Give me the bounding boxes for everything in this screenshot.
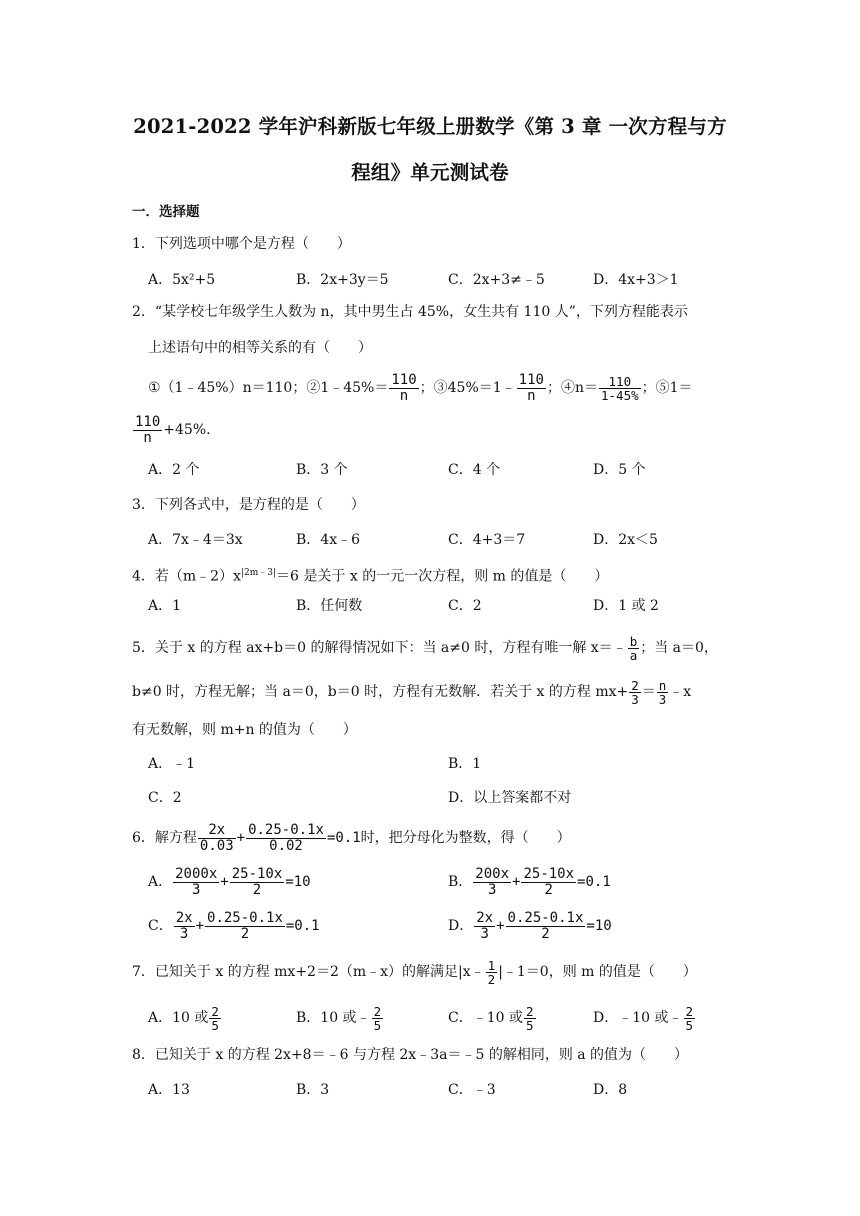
fraction-numerator: 0.25-0.1x <box>207 909 283 926</box>
fraction <box>521 867 576 898</box>
stem-text: b≠0 时，方程无解；当 a＝0，b＝0 时，方程有无数解．若关于 x 的方程 mx+ <box>132 684 629 700</box>
question-3-option-d: D．2x＜5 <box>593 532 658 548</box>
page-title-line-2: 程组》单元测试卷 <box>351 161 509 184</box>
question-2-option-c: C．4 个 <box>448 462 501 478</box>
question-2-equations <box>148 368 693 408</box>
stem-text: 7．已知关于 x 的方程 mx+2＝2（m﹣x）的解满足|x﹣ <box>132 964 485 980</box>
question-2-stem-line-1: 2．“某学校七年级学生人数为 n，其中男生占 45%，女生共有 110 人”，下列方程能表示 <box>132 304 688 320</box>
fraction <box>209 1005 221 1032</box>
question-4-stem <box>132 563 608 587</box>
question-2-option-a: A．2 个 <box>148 462 200 478</box>
fraction-denominator: n <box>143 429 152 446</box>
question-1-option-a: A．5x²+5 <box>148 272 216 288</box>
question-2-option-b: B．3 个 <box>296 462 348 478</box>
fraction-denominator: 3 <box>191 881 201 898</box>
question-7-option-d <box>593 998 696 1038</box>
fraction-numerator: b <box>629 633 638 649</box>
stem-text: ＝6 是关于 x 的一元一次方程，则 m 的值是（ ） <box>276 568 609 585</box>
fraction-numerator: 2 <box>685 1003 694 1019</box>
fraction-denominator: n <box>399 387 409 404</box>
equation-text: +45%. <box>163 422 211 438</box>
option-label: A． <box>148 874 173 890</box>
fraction-numerator: 1 <box>487 957 496 973</box>
option-label: D． <box>448 918 474 934</box>
question-6-option-b: B． $\frac{200x}{3}$ + $\frac{25-10x}{2}$ =0.1 <box>448 865 611 898</box>
question-8-option-a: A．13 <box>148 1082 190 1098</box>
fraction <box>174 911 195 942</box>
fraction-numerator: 2 <box>373 1003 382 1019</box>
question-5-option-d: D．以上答案都不对 <box>448 790 572 806</box>
fraction <box>246 823 326 854</box>
fraction-numerator: 25-10x <box>523 865 575 882</box>
question-6-stem: 6．解方程 $\frac{2x}{0.03}$ + $\frac{0.25-0.1x}{0.02}$ =0.1时，把分母化为整数，得（ ） <box>132 821 571 854</box>
fraction-numerator: 2000x <box>175 865 218 882</box>
question-3-stem: 3．下列各式中，是方程的是（ ） <box>132 497 365 513</box>
question-2-stem-line-2: 上述语句中的相等关系的有（ ） <box>148 340 372 356</box>
question-1-option-b: B．2x+3y＝5 <box>296 272 389 288</box>
equation-rhs: =10 <box>586 918 612 934</box>
fraction-denominator: 2 <box>487 971 496 987</box>
question-5-option-c: C．2 <box>148 790 182 806</box>
fraction <box>657 679 669 706</box>
question-3-option-c: C．4+3＝7 <box>448 532 526 548</box>
question-1-option-d: D．4x+3＞1 <box>593 272 679 288</box>
fraction <box>389 373 418 404</box>
fraction-denominator: 0.03 <box>199 837 234 854</box>
question-5-option-a: A．﹣1 <box>148 756 196 772</box>
fraction-denominator: 5 <box>685 1017 694 1033</box>
question-7-option-b <box>296 998 384 1038</box>
fraction-numerator: 25-10x <box>231 865 283 882</box>
fraction-denominator: 5 <box>373 1017 382 1033</box>
question-1-stem: 1．下列选项中哪个是方程（ ） <box>132 236 351 252</box>
question-3-option-b: B．4x﹣6 <box>296 532 360 548</box>
equation-text: ；③45%＝1﹣ <box>419 380 516 396</box>
fraction-denominator: 3 <box>631 691 639 707</box>
question-2-option-d: D．5 个 <box>593 462 646 478</box>
fraction-numerator: 0.25-0.1x <box>507 909 584 926</box>
question-7-option-c <box>448 998 537 1038</box>
page-title-line-1: 2021-2022 学年沪科新版七年级上册数学《第 3 章 一次方程与方 <box>133 115 727 138</box>
question-3-option-a: A．7x﹣4＝3x <box>148 532 243 548</box>
fraction-denominator: 2 <box>541 925 550 942</box>
stem-text: 时，把分母化为整数，得（ ） <box>360 830 571 846</box>
fraction <box>628 635 640 662</box>
stem-text: ＝ <box>641 684 656 700</box>
question-5-stem-line-2 <box>132 672 691 712</box>
fraction <box>198 823 236 854</box>
fraction <box>230 867 285 898</box>
question-4-option-a: A．1 <box>148 598 182 614</box>
question-4-option-b: B．任何数 <box>296 598 363 614</box>
question-5-stem-line-3: 有无数解，则 m+n 的值为（ ） <box>132 722 357 738</box>
stem-text: 5．关于 x 的方程 ax+b＝0 的解得情况如下：当 a≠0 时，方程有唯一解 x＝﹣ <box>132 640 627 656</box>
fraction <box>506 911 586 942</box>
fraction-denominator: 2 <box>544 881 553 898</box>
option-text: D．﹣10 或﹣ <box>593 1010 683 1026</box>
stem-text: ；当 a＝0， <box>640 640 718 656</box>
equation-text: ①（1﹣45%）n＝110；②1﹣45%＝ <box>148 380 389 396</box>
question-4-option-c: C．2 <box>448 598 482 614</box>
fraction-numerator: 2 <box>211 1003 219 1019</box>
fraction-denominator: n <box>527 387 536 404</box>
equation-text: ；④n＝ <box>546 380 598 396</box>
fraction-numerator: 2x <box>198 823 236 839</box>
question-8-option-c: C．﹣3 <box>448 1082 496 1098</box>
fraction <box>629 679 641 706</box>
fraction-numerator: n <box>658 677 667 693</box>
fraction-numerator: 2x <box>175 909 193 926</box>
question-7-option-a <box>148 998 222 1038</box>
fraction-denominator: 3 <box>658 691 667 707</box>
fraction-denominator: 3 <box>179 925 189 942</box>
fraction-numerator: 110 <box>135 413 161 430</box>
stem-text: ﹣x <box>669 684 692 700</box>
option-label: C． <box>148 918 173 934</box>
question-8-stem: 8．已知关于 x 的方程 2x+8＝﹣6 与方程 2x﹣3a＝﹣5 的解相同，则 a 的值为（ ） <box>132 1047 689 1063</box>
equation-text: ；⑤1＝ <box>641 380 693 396</box>
fraction-numerator: 2 <box>631 677 639 693</box>
fraction <box>524 1005 536 1032</box>
question-1-option-c: C．2x+3≠﹣5 <box>448 272 545 288</box>
fraction <box>173 867 219 898</box>
fraction-numerator: 2x <box>476 909 494 926</box>
fraction-numerator: 0.25-0.1x <box>248 821 324 838</box>
fraction-denominator: 2 <box>240 925 250 942</box>
question-4-option-d: D．1 或 2 <box>593 598 659 614</box>
question-2-equations-cont <box>132 410 211 450</box>
question-8-option-d: D．8 <box>593 1082 628 1098</box>
fraction-numerator: 110 <box>391 371 417 388</box>
fraction-denominator: 5 <box>525 1017 534 1033</box>
fraction <box>474 911 495 942</box>
fraction <box>473 867 511 898</box>
fraction <box>517 373 546 404</box>
equation-rhs: =10 <box>285 874 311 890</box>
stem-text: 4．若（m﹣2）x <box>132 568 241 585</box>
question-5-stem-line-1 <box>132 628 718 668</box>
fraction-denominator: a <box>629 647 638 663</box>
fraction-numerator: 200x <box>475 865 510 882</box>
question-6-option-c: C． $\frac{2x}{3}$ + $\frac{0.25-0.1x}{2}$ =0.1 <box>148 909 320 942</box>
fraction-denominator: 1-45% <box>601 387 639 403</box>
option-text: A．10 或 <box>148 1010 209 1026</box>
question-6-option-a: A． $\frac{2000x}{3}$ + $\frac{25-10x}{2}$ =10 <box>148 865 311 898</box>
fraction-denominator: 2 <box>252 881 262 898</box>
fraction-denominator: 5 <box>211 1017 219 1033</box>
option-text: C．﹣10 或 <box>448 1010 523 1026</box>
option-text: B．10 或﹣ <box>296 1010 371 1026</box>
question-5-option-b: B．1 <box>448 756 482 772</box>
equation-rhs: =0.1 <box>326 830 361 846</box>
fraction-denominator: 3 <box>487 881 497 898</box>
question-7-stem <box>132 952 697 992</box>
equation-rhs: =0.1 <box>285 918 320 934</box>
fraction <box>684 1005 696 1032</box>
fraction-denominator: 0.02 <box>269 837 303 854</box>
section-heading: 一．选择题 <box>132 204 200 220</box>
equation-rhs: =0.1 <box>577 874 611 890</box>
option-label: B． <box>448 874 473 890</box>
question-8-option-b: B．3 <box>296 1082 330 1098</box>
fraction <box>372 1005 384 1032</box>
fraction-denominator: 3 <box>480 925 489 942</box>
fraction-numerator: 110 <box>599 375 641 389</box>
stem-text: 6．解方程 <box>132 830 197 846</box>
exponent: |2m﹣3| <box>241 568 277 578</box>
question-6-option-d: D． $\frac{2x}{3}$ + $\frac{0.25-0.1x}{2}$ =10 <box>448 909 612 942</box>
fraction <box>205 911 285 942</box>
stem-text: |﹣1＝0，则 m 的值是（ ） <box>498 964 697 980</box>
fraction-numerator: 2 <box>525 1003 534 1019</box>
fraction <box>599 375 641 402</box>
fraction <box>133 415 162 446</box>
fraction-numerator: 110 <box>518 371 544 388</box>
fraction <box>486 959 498 986</box>
